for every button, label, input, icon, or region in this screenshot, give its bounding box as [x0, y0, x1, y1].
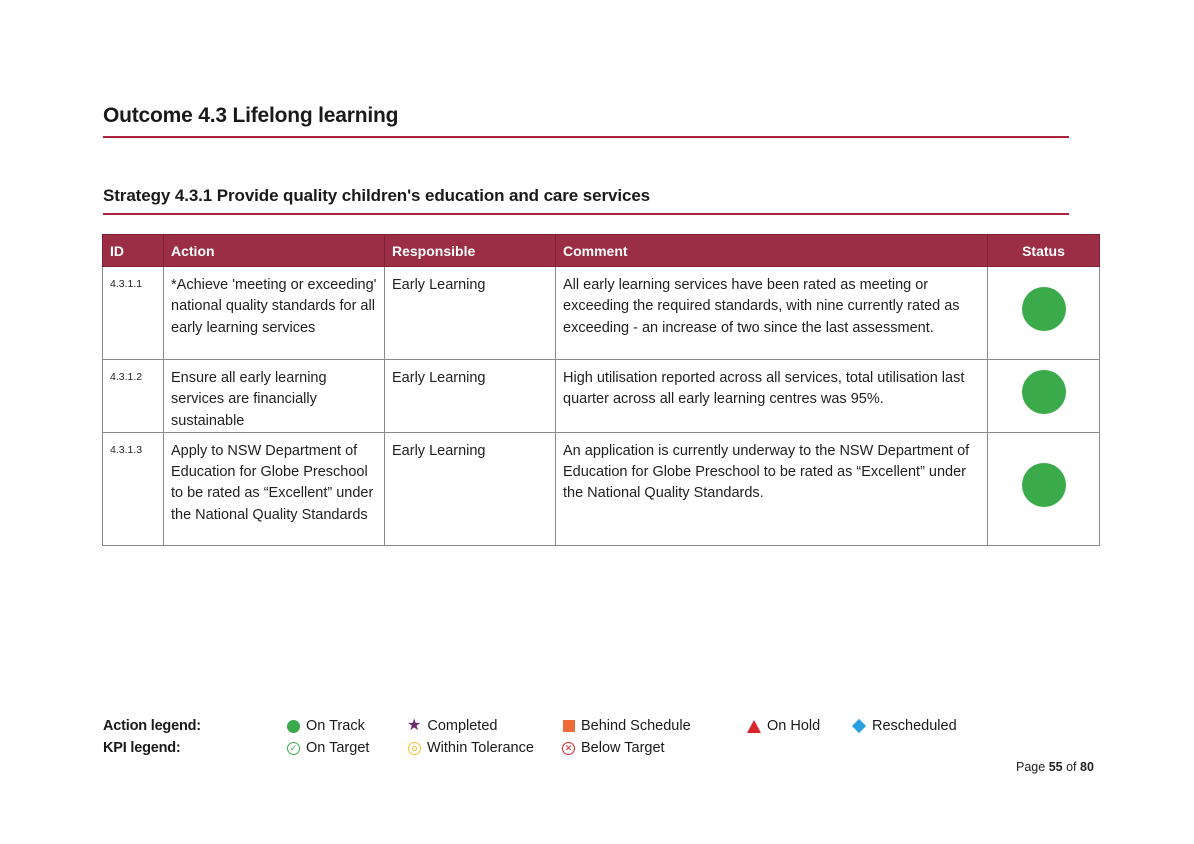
header-comment: Comment — [556, 235, 988, 267]
strategy-divider — [103, 213, 1069, 215]
outcome-divider — [103, 136, 1069, 138]
action-legend-label: Action legend: — [103, 718, 201, 734]
row-status — [988, 267, 1100, 360]
header-status: Status — [988, 235, 1100, 267]
row-comment: An application is currently underway to the NSW Department of Education for Globe Preschool to be rated as “Excellent” under the National Quality Standards. — [556, 432, 988, 545]
legend-on-target — [287, 740, 369, 756]
page-total: 80 — [1080, 760, 1094, 774]
legend-within-tolerance-label: Within Tolerance — [427, 740, 534, 756]
row-action: *Achieve 'meeting or exceeding' national quality standards for all early learning services — [164, 267, 385, 360]
legend-completed — [407, 718, 497, 734]
table-row — [103, 432, 1100, 545]
legend-on-hold-label: On Hold — [767, 718, 821, 734]
row-id: 4.3.1.1 — [103, 267, 164, 360]
row-id: 4.3.1.3 — [103, 432, 164, 545]
legend-on-hold — [747, 718, 820, 734]
yellow-target-icon — [408, 742, 421, 755]
legend-on-target-label: On Target — [306, 740, 370, 756]
legend-behind-schedule — [563, 718, 691, 734]
legend-behind-schedule-label: Behind Schedule — [581, 718, 691, 734]
on-track-status-icon — [1022, 463, 1066, 507]
red-triangle-icon — [747, 720, 761, 733]
legend-rescheduled-label: Rescheduled — [872, 718, 957, 734]
page-of: of — [1066, 760, 1077, 774]
row-responsible: Early Learning — [385, 360, 556, 433]
red-x-circle-icon: ✕ — [562, 742, 575, 755]
row-responsible: Early Learning — [385, 267, 556, 360]
row-responsible: Early Learning — [385, 432, 556, 545]
legend-within-tolerance — [408, 740, 534, 756]
row-comment: All early learning services have been rated as meeting or exceeding the required standards, with nine currently rated as exceeding - an increase of two since the last assessment. — [556, 267, 988, 360]
green-circle-icon — [287, 720, 300, 733]
table-header-row — [103, 235, 1100, 267]
on-track-status-icon — [1022, 370, 1066, 414]
row-id: 4.3.1.2 — [103, 360, 164, 433]
table-row — [103, 267, 1100, 360]
row-status — [988, 432, 1100, 545]
on-track-status-icon — [1022, 287, 1066, 331]
row-action: Apply to NSW Department of Education for Globe Preschool to be rated as “Excellent” under the National Quality Standards — [164, 432, 385, 545]
purple-star-icon: ★ — [407, 717, 422, 734]
row-action: Ensure all early learning services are financially sustainable — [164, 360, 385, 433]
orange-square-icon — [563, 720, 575, 732]
page-current: 55 — [1048, 760, 1063, 774]
blue-diamond-icon — [852, 719, 866, 733]
legend-below-target — [562, 740, 665, 756]
legend-on-track — [287, 718, 365, 734]
header-action: Action — [164, 235, 385, 267]
row-comment: High utilisation reported across all services, total utilisation last quarter across all early learning centres was 95%. — [556, 360, 988, 433]
outcome-title: Outcome 4.3 Lifelong learning — [103, 104, 399, 127]
green-check-circle-icon: ✓ — [287, 742, 300, 755]
strategy-title: Strategy 4.3.1 Provide quality children's education and care services — [103, 186, 651, 205]
header-id: ID — [103, 235, 164, 267]
legend-below-target-label: Below Target — [581, 740, 665, 756]
page-prefix: Page — [1016, 760, 1046, 774]
kpi-legend-label: KPI legend: — [103, 740, 181, 756]
table-row — [103, 360, 1100, 433]
page-number — [1016, 760, 1094, 774]
actions-table — [102, 234, 1100, 546]
legend-completed-label: Completed — [427, 718, 498, 734]
row-status — [988, 360, 1100, 433]
header-responsible: Responsible — [385, 235, 556, 267]
legend-on-track-label: On Track — [306, 718, 365, 734]
legend-rescheduled — [852, 718, 957, 734]
